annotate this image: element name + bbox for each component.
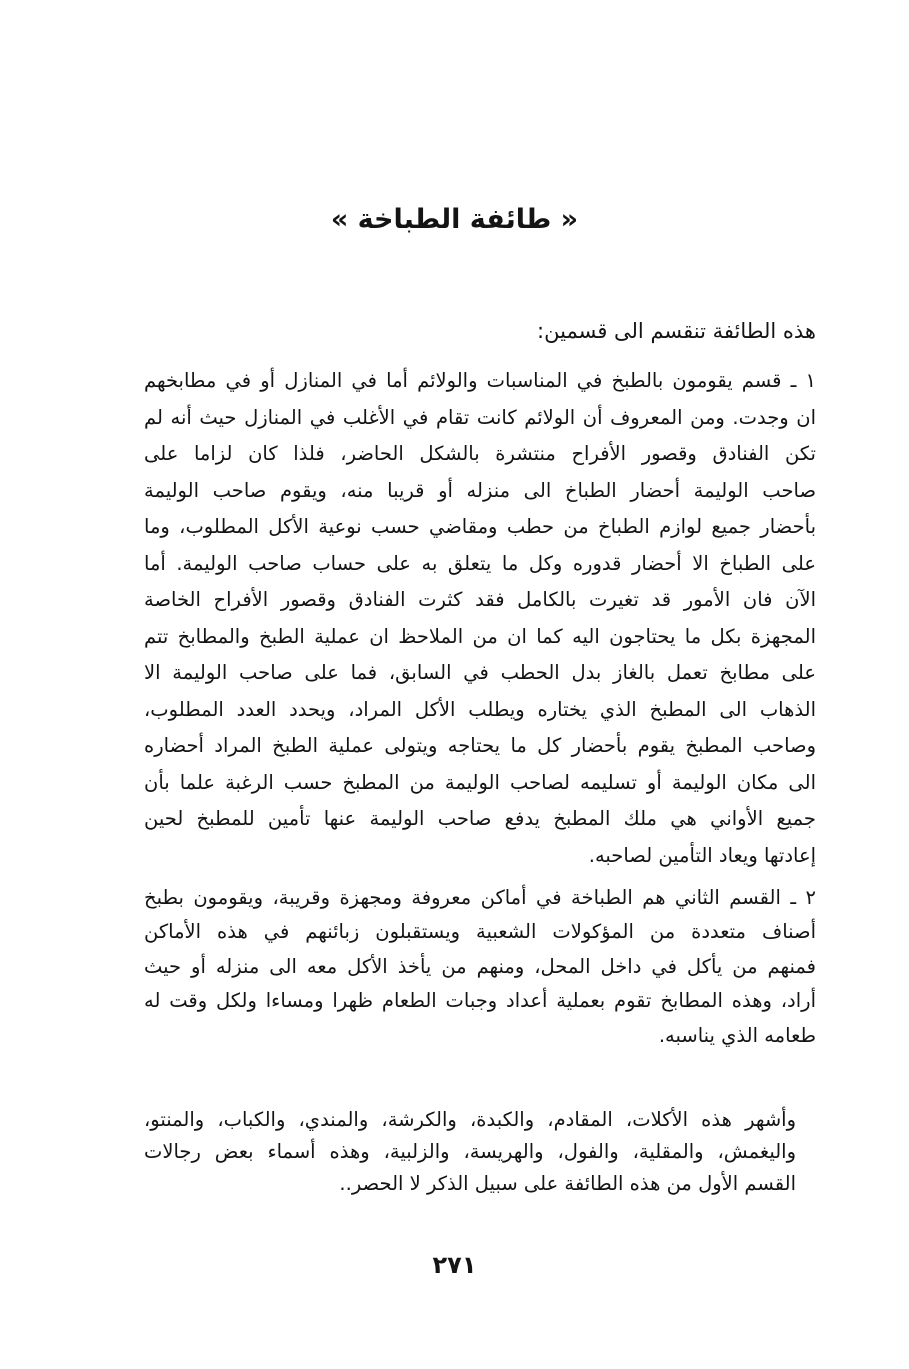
- paragraph-line: إعادتها ويعاد التأمين لصاحبه.: [588, 843, 816, 867]
- paragraph-line: القسم الأول من هذه الطائفة على سبيل الذكر لا الحصر..: [339, 1172, 796, 1196]
- paragraph-line: بأحضار جميع لوازم الطباخ من حطب ومقاضي حسب نوعية الأكل المطلوب، وما: [144, 515, 816, 538]
- paragraph-line: تكن الفنادق وقصور الأفراح منتشرة بالشكل الحاضر، فلذا كان لزاما على: [144, 442, 816, 465]
- section-3-paragraph: [144, 1104, 816, 1201]
- intro-paragraph: هذه الطائفة تنقسم الى قسمين:: [537, 319, 816, 343]
- paragraph-line: واليغمش، والمقلية، والفول، والهريسة، والزلبية، وهذه أسماء بعض رجالات: [144, 1140, 796, 1164]
- section-1-paragraph: [144, 363, 816, 874]
- paragraph-line: فمنهم من يأكل في داخل المحل، ومنهم من يأخذ الأكل معه الى منزله أو حيث: [144, 954, 816, 978]
- paragraph-line: على مطابخ تعمل بالغاز بدل الحطب في السابق، فما على صاحب الوليمة الا: [144, 661, 816, 684]
- paragraph-line: ٢ ـ القسم الثاني هم الطباخة في أماكن معروفة ومجهزة وقريبة، ويقومون بطبخ: [144, 886, 816, 909]
- paragraph-line: وأشهر هذه الأكلات، المقادم، والكبدة، والكرشة، والمندي، والكباب، والمنتو،: [144, 1108, 796, 1131]
- paragraph-line: ١ ـ قسم يقومون بالطبخ في المناسبات والولائم أما في المنازل أو في مطابخهم: [144, 369, 816, 392]
- paragraph-line: المجهزة بكل ما يحتاجون اليه كما ان من الملاحظ ان عملية الطبخ والمطابخ تتم: [144, 624, 816, 648]
- paragraph-line: وصاحب المطبخ يقوم بأحضار كل ما يحتاجه ويتولى عملية الطبخ المراد أحضاره: [144, 734, 816, 757]
- paragraph-line: على الطباخ الا أحضار قدوره وكل ما يتعلق به على حساب صاحب الوليمة. أما: [144, 551, 816, 575]
- paragraph-line: صاحب الوليمة أحضار الطباخ الى منزله أو قريبا منه، ويقوم صاحب الوليمة: [144, 478, 816, 502]
- paragraph-line: أصناف متعددة من المؤكولات الشعبية ويستقبلون زبائنهم في هذه الأماكن: [144, 920, 816, 944]
- paragraph-line: جميع الأواني هي ملك المطبخ يدفع صاحب الوليمة عنها تأمين للمطبخ لحين: [144, 807, 816, 830]
- page-number: ٢٧١: [432, 1251, 477, 1279]
- paragraph-line: ان وجدت. ومن المعروف أن الولائم كانت تقام في الأغلب في المنازل حيث أنه لم: [144, 405, 816, 429]
- page-title: « طائفة الطباخة »: [330, 204, 579, 235]
- paragraph-line: الذهاب الى المطبخ الذي يختاره ويطلب الأكل المراد، ويحدد العدد المطلوب،: [144, 697, 816, 721]
- paragraph-line: أراد، وهذه المطابخ تقوم بعملية أعداد وجبات الطعام ظهرا ومساءا ولكل وقت له: [144, 989, 816, 1013]
- paragraph-line: الى مكان الوليمة أو تسليمه لصاحب الوليمة من المطبخ حسب الرغبة علما بأن: [144, 770, 816, 794]
- paragraph-line: الآن فان الأمور قد تغيرت بالكامل فقد كثرت الفنادق وقصور الأفراح الخاصة: [144, 588, 816, 611]
- section-2-paragraph: [144, 881, 816, 1053]
- paragraph-line: طعامه الذي يناسبه.: [658, 1023, 816, 1047]
